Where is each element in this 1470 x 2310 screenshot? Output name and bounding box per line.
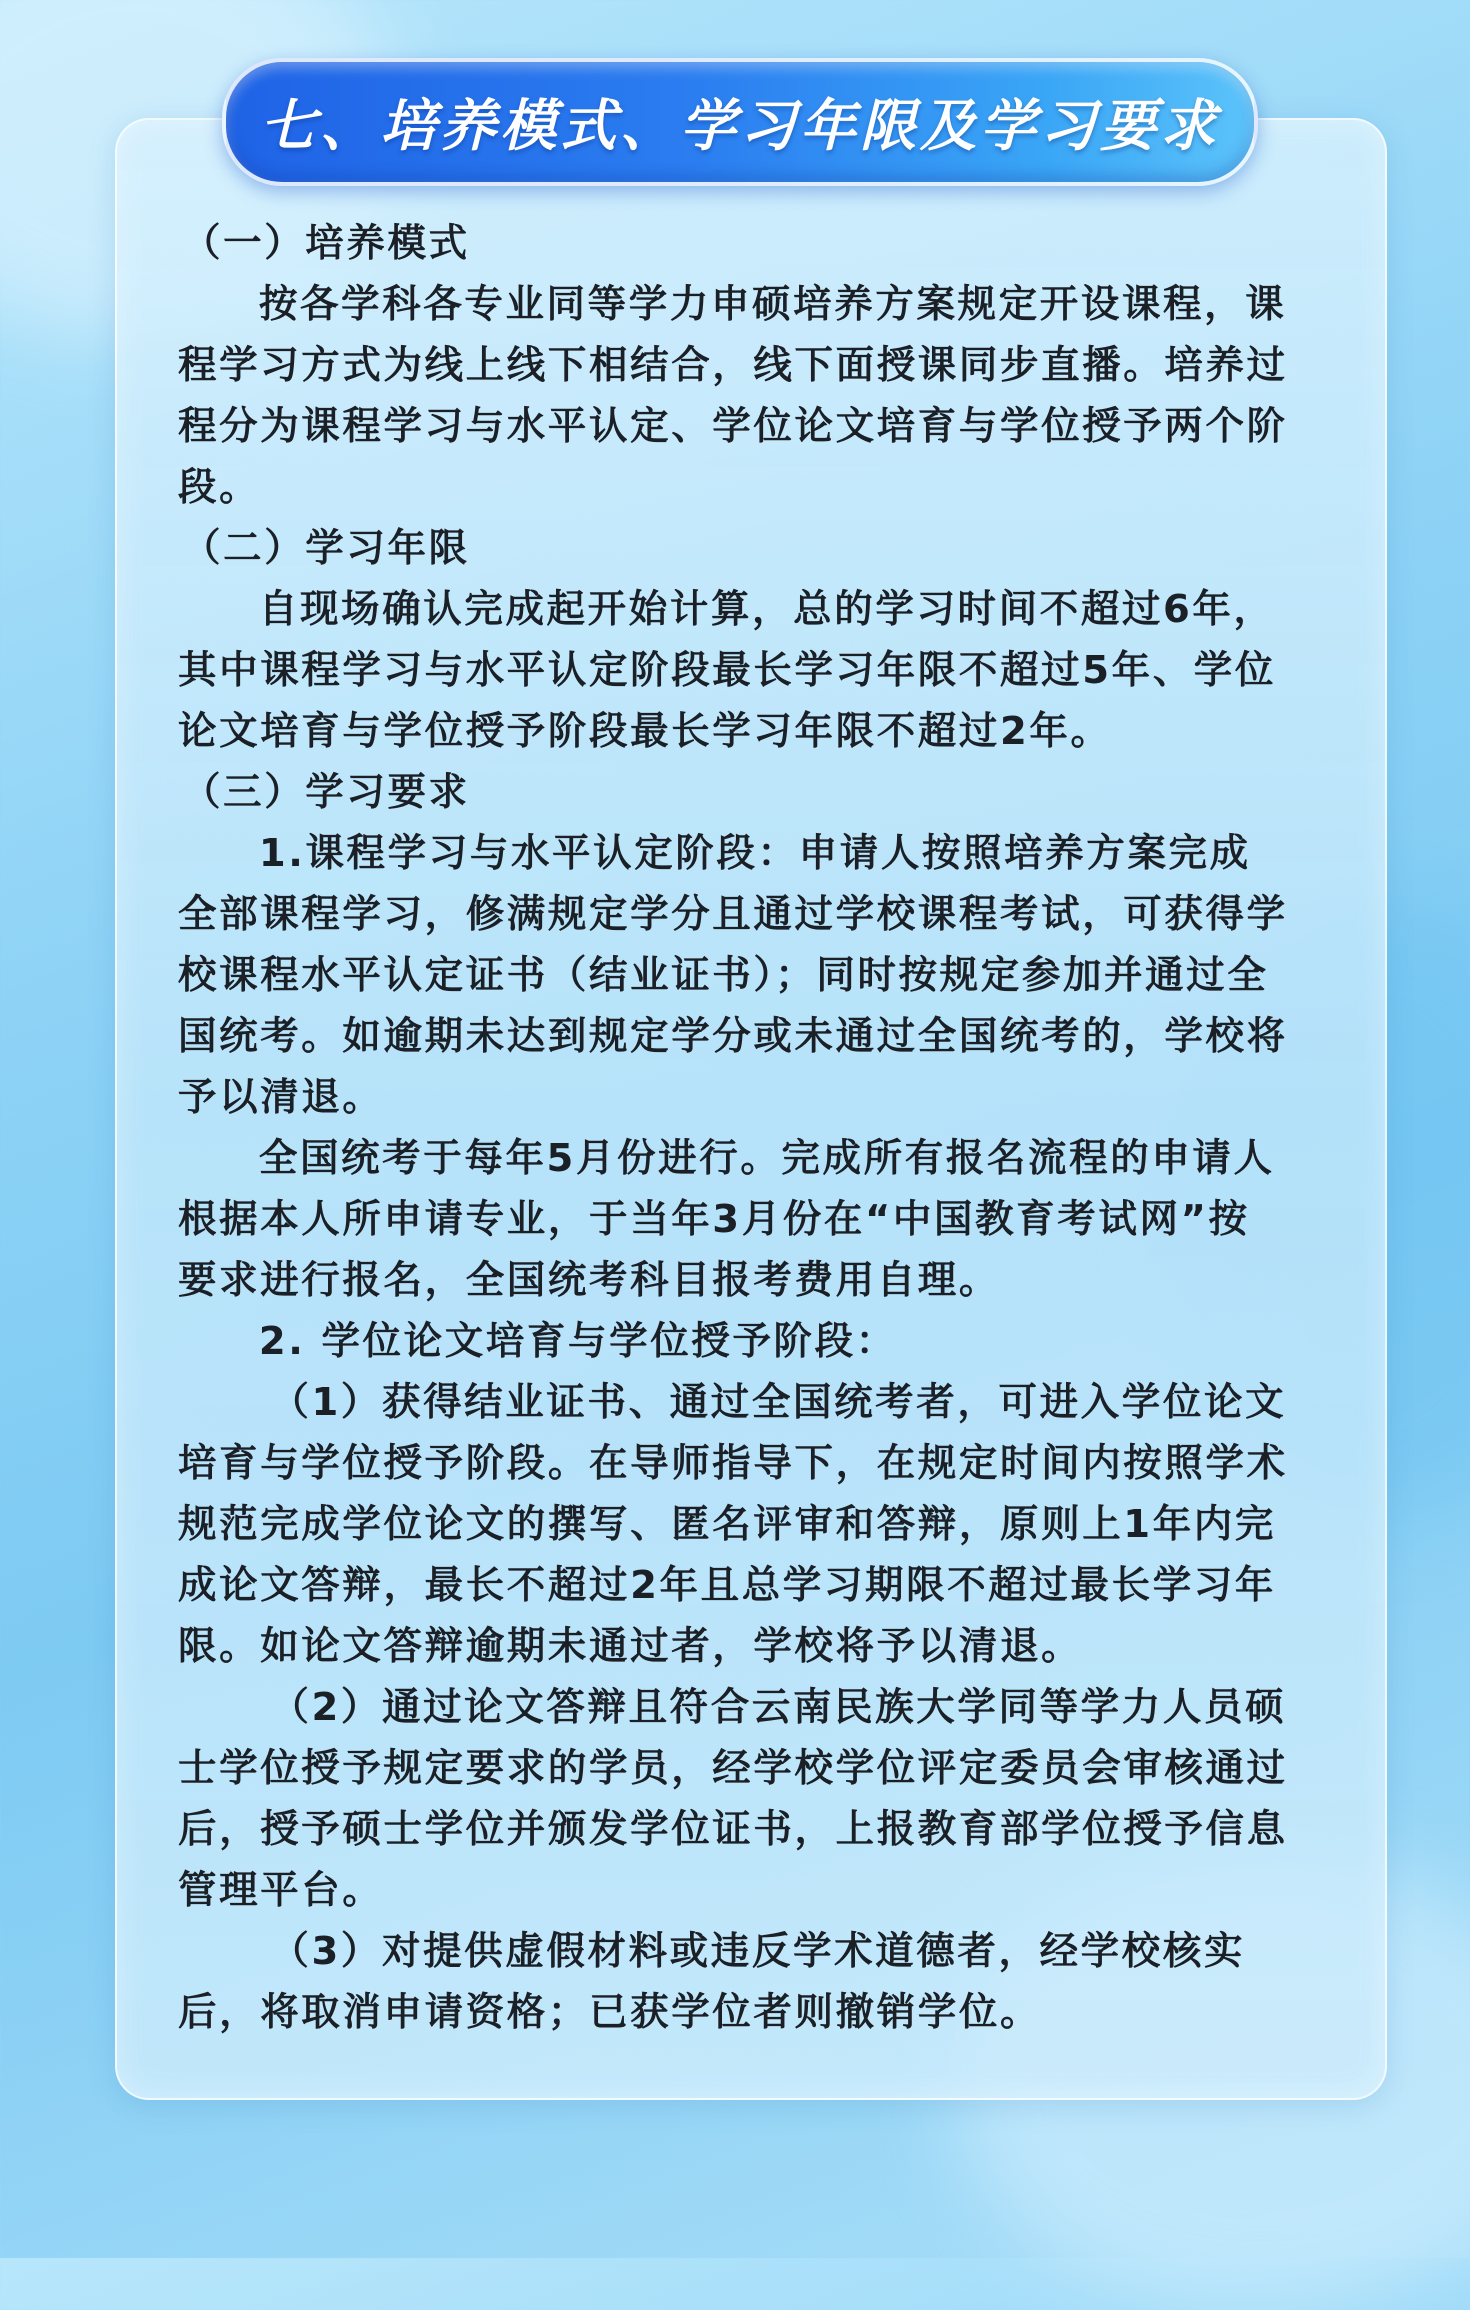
paragraph-thesis-stage-heading: 2. 学位论文培育与学位授予阶段： [258,1319,897,1364]
paragraph-national-exam: 全国统考于每年5月份进行。完成所有报名流程的申请人根据本人所申请专业，于当年3月份在“中国教育考试网”按要求进行报名，全国统考科目报考费用自理。 [178,1136,1275,1303]
paragraph-thesis-item-2: （2）通过论文答辩且符合云南民族大学同等学力人员硕士学位授予规定要求的学员，经学校学位评定委员会审核通过后，授予硕士学位并颁发学位证书，上报教育部学位授予信息管理平台。 [178,1685,1288,1913]
section-heading-study-requirements: （三）学习要求 [182,770,470,815]
section-heading-study-duration: （二）学习年限 [182,526,470,571]
section-heading-training-mode: （一）培养模式 [182,221,470,266]
paragraph-course-stage: 1.课程学习与水平认定阶段：申请人按照培养方案完成全部课程学习，修满规定学分且通过学校课程考试，可获得学校课程水平认定证书（结业证书）；同时按规定参加并通过全国统考。如逾期未达到规定学分或未通过全国统考的，学校将予以清退。 [178,831,1288,1120]
paragraph-thesis-item-1: （1）获得结业证书、通过全国统考者，可进入学位论文培育与学位授予阶段。在导师指导下，在规定时间内按照学术规范完成学位论文的撰写、匿名评审和答辩，原则上1年内完成论文答辩，最长不超过2年且总学习期限不超过最长学习年限。如论文答辩逾期未通过者，学校将予以清退。 [178,1380,1288,1669]
paragraph-study-duration: 自现场确认完成起开始计算，总的学习时间不超过6年，其中课程学习与水平认定阶段最长学习年限不超过5年、学位论文培育与学位授予阶段最长学习年限不超过2年。 [178,587,1276,754]
page-title: 七、培养模式、学习年限及学习要求 [260,94,1220,159]
paragraph-training-mode: 按各学科各专业同等学力申硕培养方案规定开设课程，课程学习方式为线上线下相结合，线下面授课同步直播。培养过程分为课程学习与水平认定、学位论文培育与学位授予两个阶段。 [178,282,1288,510]
paragraph-thesis-item-3: （3）对提供虚假材料或违反学术道德者，经学校核实后，将取消申请资格；已获学位者则撤销学位。 [178,1929,1246,2035]
title-banner [222,58,1258,186]
article-body [178,213,1288,2043]
